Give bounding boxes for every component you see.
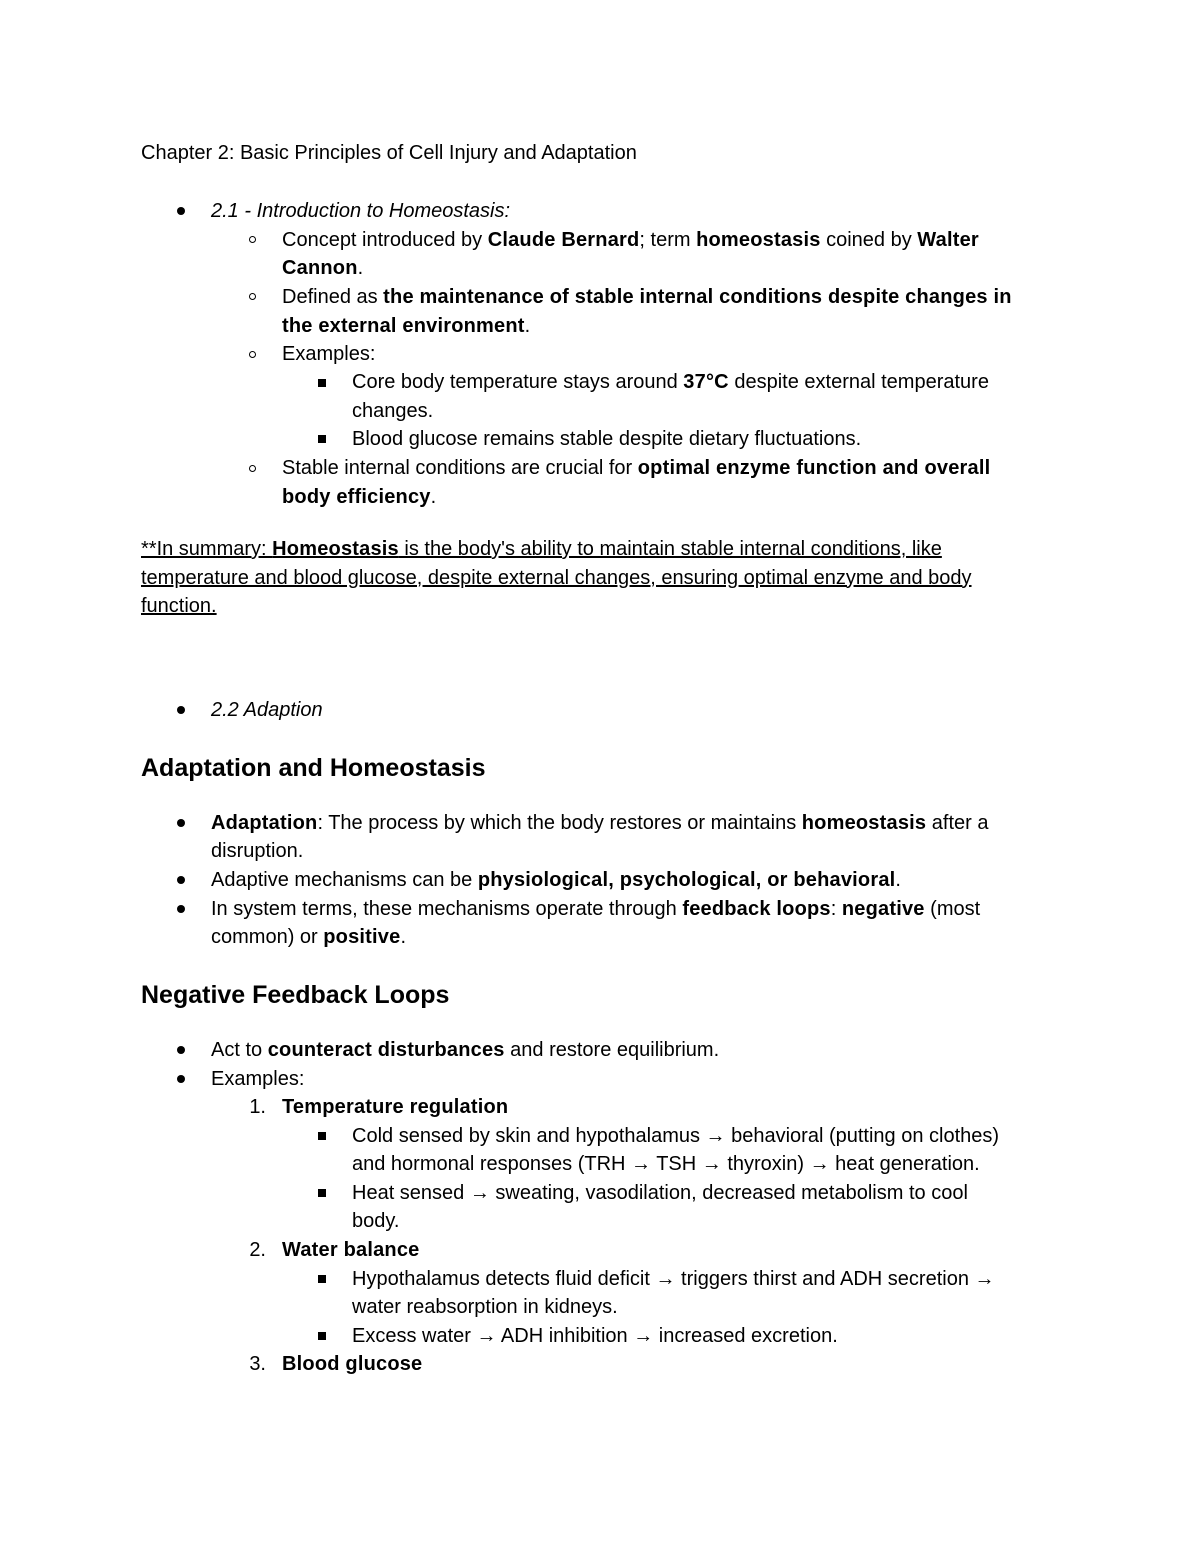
bullet-icon bbox=[177, 819, 185, 827]
list-item-continuation: the external environment. bbox=[282, 315, 531, 337]
hollow-bullet-icon bbox=[249, 465, 256, 472]
bullet-icon bbox=[177, 1075, 185, 1083]
example-label: Water balance bbox=[282, 1239, 420, 1261]
square-bullet-icon bbox=[318, 435, 326, 443]
list-item: Defined as the maintenance of stable internal conditions despite changes in bbox=[282, 286, 1012, 308]
hollow-bullet-icon bbox=[249, 236, 256, 243]
heading-adaptation: Adaptation and Homeostasis bbox=[141, 754, 486, 782]
list-item: In system terms, these mechanisms operate through feedback loops: negative (most bbox=[211, 898, 981, 920]
bullet-icon bbox=[177, 1046, 185, 1054]
list-item: Adaptive mechanisms can be physiological, psychological, or behavioral. bbox=[211, 869, 901, 891]
bullet-icon bbox=[177, 207, 185, 215]
list-item: Heat sensed → sweating, vasodilation, decreased metabolism to cool bbox=[352, 1182, 968, 1204]
document-title: Chapter 2: Basic Principles of Cell Injury and Adaptation bbox=[141, 142, 637, 164]
list-item: Hypothalamus detects fluid deficit → triggers thirst and ADH secretion → bbox=[352, 1268, 995, 1290]
heading-negative-feedback: Negative Feedback Loops bbox=[141, 981, 450, 1009]
list-number: 1. bbox=[249, 1096, 266, 1118]
list-item-continuation: common) or positive. bbox=[211, 926, 406, 948]
bullet-icon bbox=[177, 876, 185, 884]
list-item-continuation: and hormonal responses (TRH → TSH → thyroxin) → heat generation. bbox=[352, 1153, 980, 1175]
list-number: 3. bbox=[249, 1353, 266, 1375]
list-item-continuation: changes. bbox=[352, 400, 434, 422]
list-item: Core body temperature stays around 37°C despite external temperature bbox=[352, 371, 989, 393]
list-item-continuation: water reabsorption in kidneys. bbox=[352, 1296, 618, 1318]
list-item-continuation: body. bbox=[352, 1210, 400, 1232]
section-heading-2-1: 2.1 - Introduction to Homeostasis: bbox=[211, 200, 511, 222]
hollow-bullet-icon bbox=[249, 293, 256, 300]
list-item: Excess water → ADH inhibition → increased excretion. bbox=[352, 1325, 838, 1347]
list-item: Examples: bbox=[211, 1068, 305, 1090]
example-label: Blood glucose bbox=[282, 1353, 423, 1375]
square-bullet-icon bbox=[318, 1132, 326, 1140]
list-number: 2. bbox=[249, 1239, 266, 1261]
square-bullet-icon bbox=[318, 1332, 326, 1340]
list-item: Cold sensed by skin and hypothalamus → behavioral (putting on clothes) bbox=[352, 1125, 1000, 1147]
list-item: Examples: bbox=[282, 343, 376, 365]
list-item-continuation: Cannon. bbox=[282, 257, 364, 279]
example-label: Temperature regulation bbox=[282, 1096, 509, 1118]
list-item: Blood glucose remains stable despite dietary fluctuations. bbox=[352, 428, 862, 450]
list-item-continuation: disruption. bbox=[211, 840, 304, 862]
section-heading-2-2: 2.2 Adaption bbox=[211, 699, 323, 721]
square-bullet-icon bbox=[318, 1275, 326, 1283]
bullet-icon bbox=[177, 905, 185, 913]
square-bullet-icon bbox=[318, 379, 326, 387]
list-item: Concept introduced by Claude Bernard; term homeostasis coined by Walter bbox=[282, 229, 979, 251]
hollow-bullet-icon bbox=[249, 351, 256, 358]
square-bullet-icon bbox=[318, 1189, 326, 1197]
list-item: Act to counteract disturbances and restore equilibrium. bbox=[211, 1039, 720, 1061]
list-item: Adaptation: The process by which the body restores or maintains homeostasis after a bbox=[211, 812, 989, 834]
list-item: Stable internal conditions are crucial for optimal enzyme function and overall bbox=[282, 457, 991, 479]
summary-paragraph: **In summary: Homeostasis is the body's ability to maintain stable internal conditions, like temperature and blood glucose, despite external changes, ensuring optimal enzyme and body function. bbox=[141, 538, 972, 617]
bullet-icon bbox=[177, 706, 185, 714]
list-item-continuation: body efficiency. bbox=[282, 486, 437, 508]
